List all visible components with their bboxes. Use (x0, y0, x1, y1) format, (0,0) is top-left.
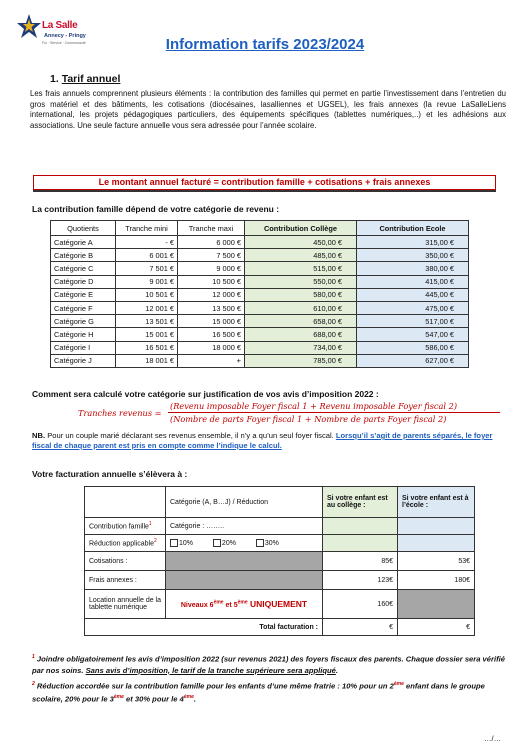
intro-paragraph: Les frais annuels comprennent plusieurs éléments : la contribution des familles qui permet en partie l’investissement dans l’entretien du gros matériel et des bâtiments, les cotisations (diocésaines, lasalliennes et UGSEL), les frais annexes (la revue LaSalleLiens international, les projets pédagogiques particuliers, des équipements spécifiques (tablettes numériques,..) et les adhésions aux associations. Une seule facture annuelle vous sera adressée pour l’année scolaire. (30, 89, 506, 130)
reduction-30-checkbox[interactable]: 30% (256, 540, 279, 547)
nb-separated-parents: Lorsqu’il s’agit de parents séparés, le foyer fiscal de chaque parent est pris en compte comme l’indique le calcul. (32, 431, 493, 450)
logo-tagline: Foi · Service · Communauté (42, 41, 86, 45)
table1-cell: Catégorie G (51, 315, 116, 328)
calculation-heading: Comment sera calculé votre catégorie sur justification de vos avis d’imposition 2022 : (32, 389, 379, 399)
contrib-category-field[interactable]: Catégorie : …….. (166, 518, 323, 535)
table-row (51, 341, 469, 354)
nb-text: Pour un couple marié déclarant ses revenus ensemble, il n’y a qu’un seul foyer fiscal. (45, 431, 336, 440)
table1-cell: 610,00 € (245, 301, 357, 314)
table-row (51, 301, 469, 314)
table1-cell: 16 501 € (116, 341, 178, 354)
cotis-gray-cell (166, 552, 323, 571)
section-heading-text: Tarif annuel (61, 73, 121, 85)
banner-shadow-line (33, 190, 496, 192)
table1-caption: La contribution famille dépend de votre catégorie de revenu : (32, 204, 280, 214)
table-row (51, 354, 469, 367)
table1-cell: 350,00 € (357, 249, 469, 262)
table1-cell: Catégorie A (51, 236, 116, 249)
table1-header-cell: Tranche maxi (178, 221, 245, 236)
income-formula (78, 401, 508, 426)
page-title: Information tarifs 2023/2024 (165, 36, 365, 53)
frais-college-value: 123€ (323, 571, 398, 590)
row-total-label: Total facturation : (85, 619, 323, 636)
table2-caption: Votre facturation annuelle s’élèvera à : (32, 469, 188, 479)
table1-cell: 7 501 € (116, 262, 178, 275)
formula-banner: Le montant annuel facturé = contribution famille + cotisations + frais annexes (33, 175, 496, 190)
table1-cell: 475,00 € (357, 301, 469, 314)
section-number: 1. (50, 73, 59, 85)
row-reduc-label: Réduction applicable$^2$ (85, 535, 166, 552)
formula-denominator: (Nombre de parts Foyer fiscal 1 + Nombre de parts Foyer fiscal 2) (170, 414, 447, 424)
table1-cell: 12 001 € (116, 301, 178, 314)
table1-cell: 15 001 € (116, 328, 178, 341)
table1-header-cell: Tranche mini (116, 221, 178, 236)
contrib-ecole-cell[interactable] (398, 518, 475, 535)
table1-cell: 12 000 € (178, 288, 245, 301)
table1-cell: 547,00 € (357, 328, 469, 341)
table1-cell: 580,00 € (245, 288, 357, 301)
footnote-1: $^1$ Joindre obligatoirement les avis d’imposition 2022 (sur revenus 2021) des foyers fiscaux des parents. Chaque dossier sera vérifié par nos soins. Sans avis d’imposition, le tarif de la tranche supérieure sera appliqué. (32, 654, 505, 675)
table-row (51, 275, 469, 288)
nb-note (32, 431, 512, 451)
cotis-ecole-value: 53€ (398, 552, 475, 571)
table-row (51, 236, 469, 249)
table-row (51, 328, 469, 341)
reduction-10-checkbox[interactable]: 10% (170, 540, 193, 547)
frais-gray-cell (166, 571, 323, 590)
total-ecole-value[interactable]: € (398, 619, 475, 636)
logo-place: Annecy - Pringy (44, 33, 86, 39)
table1-cell: Catégorie F (51, 301, 116, 314)
table1-cell: 517,00 € (357, 315, 469, 328)
table1-cell: 380,00 € (357, 262, 469, 275)
total-college-value[interactable]: € (323, 619, 398, 636)
contrib-college-cell[interactable] (323, 518, 398, 535)
frais-ecole-value: 180€ (398, 571, 475, 590)
table1-cell: 18 000 € (178, 341, 245, 354)
table1-cell: Catégorie I (51, 341, 116, 354)
reduction-options (166, 535, 323, 552)
table1-cell: 785,00 € (245, 354, 357, 367)
billing-head-label: Catégorie (A, B…J) / Réduction (166, 487, 323, 518)
logo-name: La Salle (42, 20, 78, 31)
footnote-2: $^2$ Réduction accordée sur la contribution famille pour les enfants d’une même fratrie : 10% pour un 2ème enfant dans le groupe scolaire, 20% pour le 3ème et 30% pour le 4ème. (32, 681, 485, 704)
table1-cell: 13 500 € (178, 301, 245, 314)
table1-cell: Catégorie H (51, 328, 116, 341)
formula-fraction-bar (168, 412, 500, 413)
footnote-1-underlined: Sans avis d’imposition, le tarif de la tranche supérieure sera appliqué (85, 665, 336, 675)
table1-cell: 550,00 € (245, 275, 357, 288)
table1-cell: 10 501 € (116, 288, 178, 301)
table1-cell: Catégorie E (51, 288, 116, 301)
page-number: …/… (484, 734, 502, 743)
footnote-2-mark: 2 (32, 681, 35, 687)
table1-cell: 688,00 € (245, 328, 357, 341)
formula-left: Tranches revenus = (78, 408, 162, 418)
table1-cell: Catégorie D (51, 275, 116, 288)
reduc-ecole-cell[interactable] (398, 535, 475, 552)
table1-cell: 9 000 € (178, 262, 245, 275)
table1-cell: Catégorie J (51, 354, 116, 367)
table1-cell: 415,00 € (357, 275, 469, 288)
table-row (51, 249, 469, 262)
table1-cell: 445,00 € (357, 288, 469, 301)
row-contrib-label: Contribution famille$^1$ (85, 518, 166, 535)
table1-cell: 16 500 € (178, 328, 245, 341)
table1-cell: 13 501 € (116, 315, 178, 328)
table1-cell: Catégorie C (51, 262, 116, 275)
row-tablette-label: Location annuelle de la tablette numérique (85, 590, 166, 619)
tablette-college-value: 160€ (323, 590, 398, 619)
reduc-college-cell[interactable] (323, 535, 398, 552)
table1-cell: 515,00 € (245, 262, 357, 275)
table1-cell: 658,00 € (245, 315, 357, 328)
table-row (51, 315, 469, 328)
table1-cell: 9 001 € (116, 275, 178, 288)
table1-cell: 6 000 € (178, 236, 245, 249)
formula-numerator: (Revenu imposable Foyer fiscal 1 + Revenu imposable Foyer fiscal 2) (170, 401, 458, 411)
row-frais-label: Frais annexes : (85, 571, 166, 590)
table1-cell: 734,00 € (245, 341, 357, 354)
table1-cell: 315,00 € (357, 236, 469, 249)
table1-cell: Catégorie B (51, 249, 116, 262)
table1-cell: 10 500 € (178, 275, 245, 288)
nb-label: NB. (32, 431, 46, 440)
table1-cell: 6 001 € (116, 249, 178, 262)
billing-corner-cell (85, 487, 166, 518)
table1-cell: 586,00 € (357, 341, 469, 354)
table1-cell: 7 500 € (178, 249, 245, 262)
table1-header-cell: Contribution Ecole (357, 221, 469, 236)
table1-cell: 18 001 € (116, 354, 178, 367)
table1-header-cell: Contribution Collège (245, 221, 357, 236)
table1-cell: 450,00 € (245, 236, 357, 249)
table1-cell: - € (116, 236, 178, 249)
cotis-college-value: 85€ (323, 552, 398, 571)
reduction-20-checkbox[interactable]: 20% (213, 540, 236, 547)
table1-header-cell: Quotients (51, 221, 116, 236)
tablette-ecole-gray (398, 590, 475, 619)
table-row (51, 288, 469, 301)
footnote-1-mark: 1 (32, 654, 35, 660)
billing-col-ecole: Si votre enfant est à l’école : (398, 487, 475, 518)
table1-header-row (51, 221, 469, 236)
income-category-table (50, 220, 469, 368)
table1-cell: 485,00 € (245, 249, 357, 262)
table1-cell: 627,00 € (357, 354, 469, 367)
billing-col-college: Si votre enfant est au collège : (323, 487, 398, 518)
billing-table (84, 486, 475, 636)
table1-cell: 15 000 € (178, 315, 245, 328)
table1-cell: + (178, 354, 245, 367)
row-cotis-label: Cotisations : (85, 552, 166, 571)
table-row (51, 262, 469, 275)
section-heading-tarif (50, 73, 120, 85)
tablette-note: Niveaux 6ème et 5ème UNIQUEMENT (166, 590, 323, 619)
